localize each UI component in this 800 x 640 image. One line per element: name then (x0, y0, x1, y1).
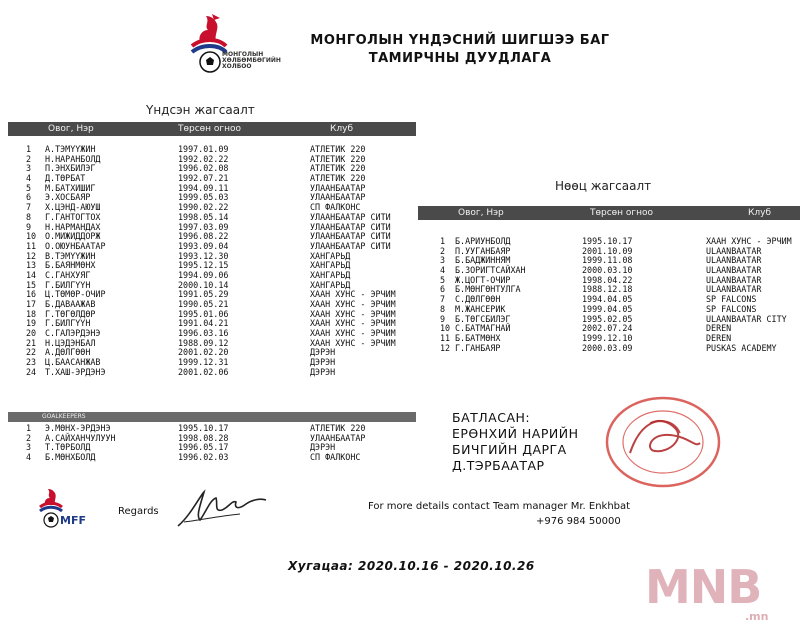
player-number: 10 (26, 231, 37, 242)
player-dob: 1996.02.03 (178, 452, 229, 463)
federation-logo (186, 12, 282, 82)
player-number: 15 (26, 279, 37, 290)
mnb-text: MNB (645, 560, 762, 614)
federation-name-line: ХӨЛБӨМБӨГИЙН (222, 57, 281, 64)
player-name: Г.БИЛГҮҮН (45, 318, 91, 329)
player-name: Г.ТӨГӨЛДӨР (45, 308, 96, 319)
player-name: Н.НАРМАНДАХ (45, 221, 101, 232)
player-name: Н.НАРАНБОЛД (45, 153, 101, 164)
player-club: ХААН ХУНС - ЭРЧИМ (310, 308, 396, 319)
player-club: ULAANBAATAR (706, 274, 762, 285)
player-dob: 1996.08.22 (178, 231, 229, 242)
player-dob: 1996.03.16 (178, 328, 229, 339)
player-name: А.ТЭМҮҮЖИН (45, 144, 96, 154)
player-number: 2 (26, 153, 32, 164)
player-number: 21 (26, 337, 37, 348)
player-number: 23 (26, 357, 37, 368)
player-club: ULAANBAATAR (706, 255, 762, 266)
reserve-squad-title: Нөөц жагсаалт (555, 179, 652, 193)
player-name: М.БАТХИШИГ (45, 182, 96, 193)
player-dob: 1999.12.10 (582, 332, 633, 343)
mff-logo-text: MFF (60, 514, 86, 527)
player-number: 4 (26, 173, 32, 184)
player-number: 1 (26, 144, 32, 154)
player-number: 1 (440, 236, 446, 246)
player-name: С.ДӨЛГӨӨН (455, 294, 501, 305)
player-name: Ж.ЦОГТ-ОЧИР (455, 274, 511, 285)
player-number: 11 (26, 240, 37, 251)
player-number: 16 (26, 289, 37, 300)
player-dob: 2000.03.10 (582, 265, 633, 276)
player-name: П.ЭНХБИЛЭГ (45, 163, 96, 174)
player-name: Н.ЦЭДЭНБАЛ (45, 337, 96, 348)
player-dob: 1999.04.05 (582, 303, 633, 314)
player-dob: 1991.05.29 (178, 289, 229, 300)
column-header-name: Овог, Нэр (458, 208, 504, 218)
column-header-dob: Төрсөн огноо (590, 208, 654, 218)
official-stamp (600, 393, 726, 491)
player-club: УЛААНБААТАР (310, 182, 366, 193)
player-club: ULAANBAATAR (706, 245, 762, 256)
document-title (300, 32, 620, 68)
title-line-2: ТАМИРЧНЫ ДУУДЛАГА (368, 51, 552, 66)
player-number: 9 (26, 221, 32, 232)
table-row (26, 368, 416, 378)
player-dob: 1993.12.30 (178, 250, 229, 261)
player-club: ХААН ХУНС - ЭРЧИМ (310, 318, 396, 329)
main-squad-header (8, 122, 416, 136)
column-header-club: Клуб (748, 208, 772, 218)
player-club: ХААН ХУНС - ЭРЧИМ (310, 289, 396, 300)
player-number: 3 (440, 255, 446, 266)
signature (170, 486, 270, 532)
player-club: АТЛЕТИК 220 (310, 153, 366, 164)
player-club: АТЛЕТИК 220 (310, 173, 366, 184)
column-header-dob: Төрсөн огноо (178, 124, 242, 134)
player-name: Э.ХОСБАЯР (45, 192, 91, 203)
player-name: Т.ХАШ-ЭРДЭНЭ (45, 366, 106, 377)
player-dob: 1990.02.22 (178, 202, 229, 213)
player-dob: 1990.05.21 (178, 299, 229, 309)
player-club: ХААН ХУНС - ЭРЧИМ (310, 328, 396, 339)
player-club: ХАНГАРЬД (310, 260, 351, 271)
player-dob: 1991.04.21 (178, 318, 229, 329)
player-number: 2 (26, 432, 32, 443)
player-number: 5 (440, 274, 446, 285)
player-club: АТЛЕТИК 220 (310, 163, 366, 174)
player-club: ХААН ХУНС - ЭРЧИМ (706, 236, 792, 246)
player-dob: 1988.09.12 (178, 337, 229, 348)
player-name: Б.ДАВААЖАВ (45, 299, 96, 309)
player-club: SP FALCONS (706, 294, 757, 305)
player-club: ULAANBAATAR CITY (706, 313, 787, 324)
player-dob: 1995.12.15 (178, 260, 229, 271)
player-dob: 1998.04.22 (582, 274, 633, 285)
player-dob: 1997.03.09 (178, 221, 229, 232)
player-number: 5 (26, 182, 32, 193)
column-header-name: Овог, Нэр (48, 124, 94, 134)
player-name: Г.БИЛГҮҮН (45, 279, 91, 290)
approval-line: БИЧГИЙН ДАРГА (452, 442, 567, 457)
player-dob: 1999.05.03 (178, 192, 229, 203)
player-name: Т.ТӨРБОЛД (45, 442, 91, 453)
player-club: PUSKAS ACADEMY (706, 342, 777, 353)
player-name: П.УУГАНБАЯР (455, 245, 511, 256)
player-club: ХАНГАРЬД (310, 269, 351, 280)
goalkeepers-header (8, 412, 416, 422)
mff-logo (38, 487, 98, 531)
player-dob: 1996.02.08 (178, 163, 229, 174)
player-name: А.САЙХАНЧУЛУУН (45, 432, 116, 443)
player-club: АТЛЕТИК 220 (310, 144, 366, 154)
goalkeepers-list (26, 424, 416, 463)
player-name: Б.БАДЖИННЯМ (455, 255, 511, 266)
player-dob: 1998.05.14 (178, 211, 229, 222)
player-number: 7 (26, 202, 32, 213)
player-name: Д.ТӨРБАТ (45, 173, 86, 184)
player-club: АТЛЕТИК 220 (310, 423, 366, 433)
player-club: DEREN (706, 332, 732, 343)
title-line-1: МОНГОЛЫН ҮНДЭСНИЙ ШИГШЭЭ БАГ (310, 33, 610, 48)
player-dob: 1999.12.31 (178, 357, 229, 368)
player-club: DEREN (706, 323, 732, 334)
player-number: 10 (440, 323, 451, 334)
player-name: Г.ГАНБАЯР (455, 342, 501, 353)
player-dob: 2000.03.09 (582, 342, 633, 353)
federation-name-line: МОНГОЛЫН (222, 51, 264, 58)
player-club: ДЭРЭН (310, 366, 336, 377)
player-number: 19 (26, 318, 37, 329)
player-club: ХАНГАРЬД (310, 250, 351, 261)
approval-line: БАТЛАСАН: (452, 410, 531, 425)
approval-line: Д.ТЭРБААТАР (452, 458, 545, 473)
player-dob: 1993.09.04 (178, 240, 229, 251)
player-name: Ц.БААСАНЖАВ (45, 357, 101, 368)
player-dob: 2001.02.06 (178, 366, 229, 377)
player-name: С.ГАЛЭРДЭНЭ (45, 328, 101, 339)
player-club: СП ФАЛКОНС (310, 202, 361, 213)
player-dob: 1995.02.05 (582, 313, 633, 324)
reserve-squad-header (418, 206, 800, 220)
player-dob: 1995.01.06 (178, 308, 229, 319)
player-dob: 1988.12.18 (582, 284, 633, 295)
player-club: ULAANBAATAR (706, 265, 762, 276)
player-name: Б.ЗОРИГТСАЙХАН (455, 265, 526, 276)
approval-line: ЕРӨНХИЙ НАРИЙН (452, 426, 579, 441)
player-number: 12 (440, 342, 451, 353)
player-number: 11 (440, 332, 451, 343)
player-number: 4 (26, 452, 32, 463)
player-dob: 1994.09.11 (178, 182, 229, 193)
player-name: М.ЖАНСЕРИК (455, 303, 506, 314)
player-name: О.МИЖИДДОРЖ (45, 231, 101, 242)
player-club: ХАНГАРЬД (310, 279, 351, 290)
player-dob: 1994.04.05 (582, 294, 633, 305)
table-row (440, 344, 800, 354)
regards-text: Regards (118, 506, 159, 517)
contact-block (368, 499, 630, 529)
player-dob: 1996.05.17 (178, 442, 229, 453)
player-name: С.БАТМАГНАЙ (455, 323, 511, 334)
player-name: В.ТЭМҮҮЖИН (45, 250, 96, 261)
player-club: ДЭРЭН (310, 357, 336, 368)
player-club: УЛААНБААТАР СИТИ (310, 231, 391, 242)
player-club: СП ФАЛКОНС (310, 452, 361, 463)
player-club: УЛААНБААТАР СИТИ (310, 211, 391, 222)
player-club: ХААН ХУНС - ЭРЧИМ (310, 299, 396, 309)
player-dob: 1995.10.17 (582, 236, 633, 246)
player-number: 8 (440, 303, 446, 314)
player-dob: 1994.09.06 (178, 269, 229, 280)
player-number: 4 (440, 265, 446, 276)
player-dob: 1997.01.09 (178, 144, 229, 154)
player-number: 1 (26, 423, 32, 433)
player-club: УЛААНБААТАР СИТИ (310, 221, 391, 232)
player-number: 3 (26, 442, 32, 453)
main-squad-title: Үндсэн жагсаалт (146, 103, 255, 117)
player-name: Ц.ТӨМӨР-ОЧИР (45, 289, 106, 300)
player-number: 17 (26, 299, 37, 309)
table-row (26, 453, 416, 463)
player-dob: 1992.07.21 (178, 173, 229, 184)
player-number: 14 (26, 269, 37, 280)
contact-line: For more details contact Team manager Mr. Enkhbat (368, 501, 631, 512)
player-number: 18 (26, 308, 37, 319)
player-name: Г.ГАНТОГТОХ (45, 211, 101, 222)
mnb-watermark (645, 560, 780, 630)
approval-block (452, 410, 579, 474)
federation-name-line: ХОЛБОО (222, 63, 252, 70)
player-dob: 1999.11.08 (582, 255, 633, 266)
player-number: 8 (26, 211, 32, 222)
player-club: ДЭРЭН (310, 442, 336, 453)
player-name: Х.ЦЭНД-АЮУШ (45, 202, 101, 213)
player-name: А.ДӨЛГӨӨН (45, 347, 91, 358)
mnb-suffix: .mn (745, 610, 769, 623)
player-number: 12 (26, 250, 37, 261)
player-dob: 2001.02.20 (178, 347, 229, 358)
player-number: 7 (440, 294, 446, 305)
player-number: 3 (26, 163, 32, 174)
player-dob: 1995.10.17 (178, 423, 229, 433)
player-name: Б.БАТМӨНХ (455, 332, 501, 343)
player-club: SP FALCONS (706, 303, 757, 314)
player-club: ULAANBAATAR (706, 284, 762, 295)
player-number: 6 (26, 192, 32, 203)
main-squad-list (26, 145, 416, 378)
player-number: 6 (440, 284, 446, 295)
player-dob: 2002.07.24 (582, 323, 633, 334)
player-club: УЛААНБААТАР СИТИ (310, 240, 391, 251)
reserve-squad-list (440, 237, 800, 353)
player-club: ХААН ХУНС - ЭРЧИМ (310, 337, 396, 348)
player-dob: 1998.08.28 (178, 432, 229, 443)
player-number: 9 (440, 313, 446, 324)
player-club: УЛААНБААТАР (310, 192, 366, 203)
contact-phone: +976 984 50000 (536, 516, 621, 527)
player-number: 24 (26, 366, 37, 377)
player-dob: 2001.10.09 (582, 245, 633, 256)
player-name: Б.БАЯНМӨНХ (45, 260, 96, 271)
player-club: ДЭРЭН (310, 347, 336, 358)
player-name: О.ОЮУНБААТАР (45, 240, 106, 251)
player-number: 22 (26, 347, 37, 358)
player-name: Э.МӨНХ-ЭРДЭНЭ (45, 423, 111, 433)
column-header-club: Клуб (330, 124, 354, 134)
player-club: УЛААНБААТАР (310, 432, 366, 443)
player-name: Б.АРИУНБОЛД (455, 236, 511, 246)
player-dob: 2000.10.14 (178, 279, 229, 290)
period-text: Хугацаа: 2020.10.16 - 2020.10.26 (288, 559, 535, 573)
player-number: 20 (26, 328, 37, 339)
player-name: С.ГАНХУЯГ (45, 269, 91, 280)
player-name: Б.МӨНХБОЛД (45, 452, 96, 463)
federation-name (222, 52, 281, 70)
player-number: 2 (440, 245, 446, 256)
player-name: Б.ТӨГСБИЛЭГ (455, 313, 511, 324)
player-dob: 1992.02.22 (178, 153, 229, 164)
goalkeepers-label: GOALKEEPERS (42, 413, 86, 420)
player-number: 13 (26, 260, 37, 271)
player-name: Б.МӨНГӨНТУЛГА (455, 284, 521, 295)
